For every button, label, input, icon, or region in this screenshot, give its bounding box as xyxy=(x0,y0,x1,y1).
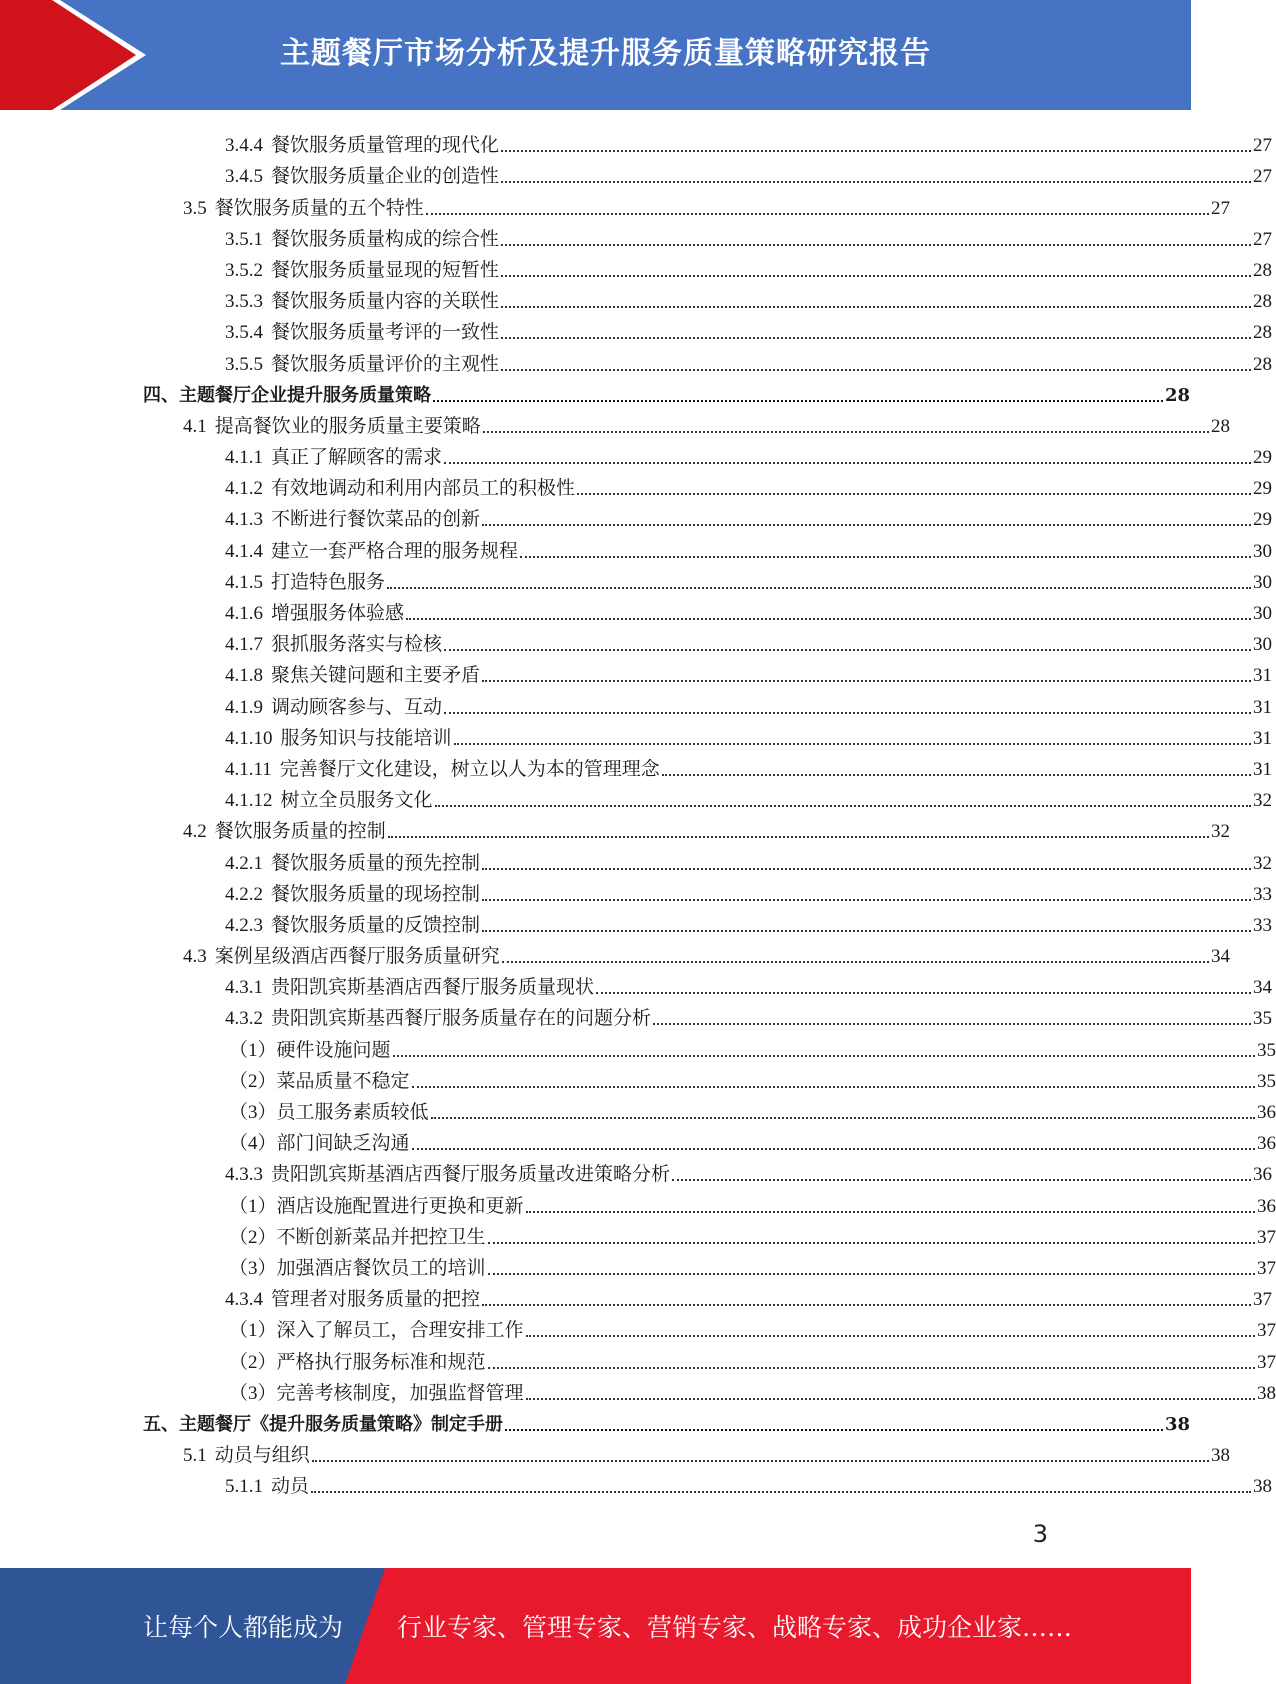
toc-dot-leader xyxy=(501,275,1251,277)
toc-entry[interactable] xyxy=(0,283,1272,314)
toc-section-title: 贵阳凯宾斯基西餐厅服务质量存在的问题分析 xyxy=(271,1008,652,1030)
toc-page-number: 38 xyxy=(1211,1445,1230,1467)
toc-page-number: 34 xyxy=(1253,977,1272,999)
toc-section-title: 餐饮服务质量显现的短暂性 xyxy=(271,259,500,281)
toc-page-number: 28 xyxy=(1164,384,1190,406)
toc-page-number: 36 xyxy=(1257,1102,1276,1123)
toc-page-number: 32 xyxy=(1253,790,1272,812)
toc-dot-leader xyxy=(501,181,1251,183)
toc-page-number: 37 xyxy=(1257,1351,1276,1373)
toc-section-title: 餐饮服务质量企业的创造性 xyxy=(271,166,500,188)
toc-section-title: 餐饮服务质量的控制 xyxy=(214,821,386,843)
toc-entry[interactable] xyxy=(0,439,1272,470)
toc-page-number: 29 xyxy=(1253,509,1272,531)
toc-dot-leader xyxy=(653,1023,1251,1025)
toc-entry[interactable] xyxy=(0,1000,1272,1031)
toc-section-title: 狠抓服务落实与检核 xyxy=(271,634,443,656)
toc-entry-line xyxy=(229,1101,1276,1125)
toc-dot-leader xyxy=(520,556,1251,558)
toc-entry[interactable] xyxy=(0,907,1272,938)
toc-section-number: 3.5.2 xyxy=(225,259,263,281)
toc-entry[interactable] xyxy=(0,501,1272,532)
toc-section-number: 4.1.5 xyxy=(225,571,263,593)
toc-entry[interactable] xyxy=(0,532,1272,563)
toc-dot-leader xyxy=(393,1055,1255,1057)
toc-entry-line xyxy=(225,228,1272,252)
toc-entry-line xyxy=(225,789,1272,813)
toc-entry-line xyxy=(225,321,1272,345)
toc-entry[interactable] xyxy=(0,813,1230,844)
toc-entry[interactable] xyxy=(0,1219,1276,1250)
toc-entry-line xyxy=(229,1257,1276,1281)
toc-section-number: 4.1.8 xyxy=(225,665,263,687)
toc-dot-leader xyxy=(426,213,1209,215)
toc-section-number: 5.1 xyxy=(183,1445,207,1467)
toc-section-title: 贵阳凯宾斯基酒店西餐厅服务质量改进策略分析 xyxy=(271,1164,671,1186)
toc-dot-leader xyxy=(488,1367,1255,1369)
toc-page-number: 28 xyxy=(1253,259,1272,281)
toc-page-number: 36 xyxy=(1253,1164,1272,1186)
toc-section-title: （1）酒店设施配置进行更换和更新 xyxy=(229,1195,524,1217)
toc-entry[interactable] xyxy=(0,221,1272,252)
toc-entry[interactable] xyxy=(0,1312,1276,1343)
toc-entry-line xyxy=(183,820,1230,844)
toc-entry[interactable] xyxy=(0,408,1230,439)
toc-entry-line xyxy=(143,384,1190,408)
toc-section-number: 3.5.5 xyxy=(225,353,263,375)
toc-section-title: 餐饮服务质量构成的综合性 xyxy=(271,228,500,250)
toc-entry-line xyxy=(229,1351,1276,1375)
toc-section-title: 增强服务体验感 xyxy=(271,603,405,624)
toc-dot-leader xyxy=(311,1491,1251,1493)
toc-section-title: 餐饮服务质量的五个特性 xyxy=(214,197,424,219)
toc-entry-line xyxy=(225,477,1272,501)
toc-page-number: 27 xyxy=(1211,197,1230,219)
toc-dot-leader xyxy=(435,805,1251,807)
toc-dot-leader xyxy=(596,992,1251,994)
toc-section-number: 4.3.3 xyxy=(225,1164,263,1186)
toc-dot-leader xyxy=(433,400,1163,402)
toc-dot-leader xyxy=(488,1273,1255,1275)
toc-section-title: 餐饮服务质量的反馈控制 xyxy=(271,914,481,936)
toc-page-number: 37 xyxy=(1257,1226,1276,1248)
toc-section-number: 3.4.5 xyxy=(225,166,263,188)
toc-entry-line xyxy=(225,727,1272,751)
toc-entry[interactable] xyxy=(0,1281,1272,1312)
toc-dot-leader xyxy=(312,1460,1209,1462)
toc-section-title: （3）加强酒店餐饮员工的培训 xyxy=(229,1257,486,1279)
toc-page-number: 31 xyxy=(1253,727,1272,749)
toc-page-number: 29 xyxy=(1253,447,1272,469)
toc-page-number: 29 xyxy=(1253,478,1272,500)
toc-section-title: （2）菜品质量不稳定 xyxy=(229,1070,410,1092)
toc-dot-leader xyxy=(444,712,1251,714)
toc-page-number: 36 xyxy=(1257,1133,1276,1155)
toc-page-number: 33 xyxy=(1253,883,1272,905)
toc-page-number: 30 xyxy=(1253,540,1272,562)
toc-section-title: 餐饮服务质量内容的关联性 xyxy=(271,291,500,313)
toc-entry-line xyxy=(225,1475,1272,1499)
toc-dot-leader xyxy=(388,836,1209,838)
toc-dot-leader xyxy=(505,1429,1163,1431)
toc-entry-line xyxy=(229,1195,1276,1219)
toc-page-number: 37 xyxy=(1253,1289,1272,1311)
toc-entry-line xyxy=(229,1070,1276,1094)
toc-entry-line xyxy=(225,602,1272,626)
toc-entry-line xyxy=(225,446,1272,470)
footer-slogan-left: 让每个人都能成为 xyxy=(143,1613,344,1642)
toc-dot-leader xyxy=(577,493,1251,495)
toc-section-title: （1）深入了解员工，合理安排工作 xyxy=(229,1320,524,1342)
toc-page-number: 35 xyxy=(1257,1070,1276,1092)
toc-section-title: 调动顾客参与、互动 xyxy=(271,696,443,718)
toc-dot-leader xyxy=(482,1304,1251,1306)
toc-page-number: 38 xyxy=(1257,1382,1276,1404)
toc-dot-leader xyxy=(501,306,1251,308)
toc-entry[interactable] xyxy=(0,595,1272,626)
toc-section-title: 案例星级酒店西餐厅服务质量研究 xyxy=(214,946,500,968)
header-chevron-decoration xyxy=(0,0,160,110)
toc-entry[interactable] xyxy=(0,751,1272,782)
toc-entry[interactable] xyxy=(0,158,1272,189)
toc-section-title: （4）部门间缺乏沟通 xyxy=(229,1133,410,1155)
toc-entry-line xyxy=(225,290,1272,314)
toc-page-number: 35 xyxy=(1253,1008,1272,1030)
toc-page-number: 27 xyxy=(1253,135,1272,157)
toc-page-number: 28 xyxy=(1253,322,1272,344)
toc-section-title: 不断进行餐饮菜品的创新 xyxy=(271,509,481,531)
toc-page-number: 38 xyxy=(1164,1413,1190,1435)
toc-entry-line xyxy=(225,508,1272,532)
toc-entry[interactable] xyxy=(0,1063,1276,1094)
toc-section-number: 4.1.4 xyxy=(225,540,263,562)
toc-page-number: 31 xyxy=(1253,665,1272,687)
toc-entry[interactable] xyxy=(0,1343,1276,1374)
toc-section-number: 4.1.7 xyxy=(225,634,263,656)
toc-dot-leader xyxy=(502,961,1209,963)
toc-section-title: 建立一套严格合理的服务规程 xyxy=(271,540,519,562)
toc-page-number: 30 xyxy=(1253,603,1272,624)
toc-entry[interactable] xyxy=(0,938,1230,969)
toc-section-number: 4.1.9 xyxy=(225,696,263,718)
page-footer xyxy=(0,1568,1191,1684)
table-of-contents xyxy=(0,127,1276,1499)
toc-section-number: 4.3.4 xyxy=(225,1289,263,1311)
toc-dot-leader xyxy=(501,244,1251,246)
toc-section-title: 聚焦关键问题和主要矛盾 xyxy=(271,665,481,687)
toc-entry-line xyxy=(225,696,1272,720)
toc-page-number: 36 xyxy=(1257,1195,1276,1217)
toc-entry[interactable] xyxy=(0,1250,1276,1281)
toc-entry-line xyxy=(225,1288,1272,1312)
toc-entry-line xyxy=(183,415,1230,439)
toc-section-title: 管理者对服务质量的把控 xyxy=(271,1289,481,1311)
toc-section-number: 4.2.2 xyxy=(225,883,263,905)
toc-section-number: 3.5.4 xyxy=(225,322,263,344)
toc-entry[interactable] xyxy=(0,1125,1276,1156)
toc-entry[interactable] xyxy=(0,564,1272,595)
toc-section-number: 4.1.12 xyxy=(225,790,273,812)
toc-entry-line xyxy=(225,914,1272,938)
toc-page-number: 32 xyxy=(1253,852,1272,874)
toc-section-title: （2）不断创新菜品并把控卫生 xyxy=(229,1226,486,1248)
footer-slogan-right: 行业专家、管理专家、营销专家、战略专家、成功企业家…… xyxy=(397,1613,1073,1642)
toc-dot-leader xyxy=(483,431,1209,433)
toc-dot-leader xyxy=(387,587,1251,589)
toc-section-number: 3.5.3 xyxy=(225,291,263,313)
toc-page-number: 28 xyxy=(1211,415,1230,437)
toc-section-title: 树立全员服务文化 xyxy=(280,790,433,812)
red-chevron xyxy=(0,0,136,110)
toc-page-number: 27 xyxy=(1253,166,1272,188)
toc-dot-leader xyxy=(526,1211,1255,1213)
toc-section-number: 4.3.1 xyxy=(225,977,263,999)
toc-entry[interactable] xyxy=(0,127,1272,158)
toc-entry[interactable] xyxy=(0,876,1272,907)
toc-entry[interactable] xyxy=(0,1406,1191,1437)
toc-entry-line xyxy=(229,1319,1276,1343)
toc-entry-line xyxy=(225,134,1272,158)
toc-section-title: 完善餐厅文化建设，树立以人为本的管理理念 xyxy=(279,758,660,780)
toc-entry[interactable] xyxy=(0,657,1272,688)
page-header xyxy=(0,0,1191,110)
toc-entry-line xyxy=(225,758,1272,782)
toc-section-number: 4.2.3 xyxy=(225,914,263,936)
toc-section-title: 餐饮服务质量的现场控制 xyxy=(271,883,481,905)
toc-section-title: 提高餐饮业的服务质量主要策略 xyxy=(214,415,481,437)
toc-section-number: 5.1.1 xyxy=(225,1476,263,1498)
toc-section-number: 4.1 xyxy=(183,415,207,437)
toc-entry[interactable] xyxy=(0,1437,1230,1468)
toc-dot-leader xyxy=(431,1117,1255,1119)
toc-dot-leader xyxy=(454,743,1251,745)
toc-section-title: 打造特色服务 xyxy=(271,571,386,593)
toc-section-title: 餐饮服务质量考评的一致性 xyxy=(271,322,500,344)
toc-entry[interactable] xyxy=(0,470,1272,501)
toc-dot-leader xyxy=(501,150,1251,152)
toc-page-number: 34 xyxy=(1211,946,1230,968)
toc-section-number: 4.1.1 xyxy=(225,447,263,469)
toc-entry[interactable] xyxy=(0,1094,1276,1125)
toc-entry-line xyxy=(225,165,1272,189)
toc-entry-line xyxy=(225,852,1272,876)
toc-section-title: （1）硬件设施问题 xyxy=(229,1039,391,1061)
toc-section-title: （3）完善考核制度，加强监督管理 xyxy=(229,1382,524,1404)
toc-entry[interactable] xyxy=(0,1375,1276,1406)
toc-dot-leader xyxy=(526,1398,1255,1400)
toc-section-title: 餐饮服务质量管理的现代化 xyxy=(271,135,500,157)
toc-entry[interactable] xyxy=(0,688,1272,719)
toc-page-number: 27 xyxy=(1253,228,1272,250)
toc-entry[interactable] xyxy=(0,314,1272,345)
toc-entry[interactable] xyxy=(0,626,1272,657)
toc-section-title: 四、主题餐厅企业提升服务质量策略 xyxy=(143,384,431,406)
toc-entry-line xyxy=(183,1444,1230,1468)
toc-page-number: 31 xyxy=(1253,696,1272,718)
toc-section-number: 4.1.6 xyxy=(225,603,263,624)
toc-entry-line xyxy=(225,664,1272,688)
toc-section-title: 动员与组织 xyxy=(214,1445,310,1467)
toc-section-title: 有效地调动和利用内部员工的积极性 xyxy=(271,478,576,500)
toc-page-number: 28 xyxy=(1253,353,1272,375)
toc-section-title: 餐饮服务质量的预先控制 xyxy=(271,852,481,874)
toc-page-number: 31 xyxy=(1253,758,1272,780)
toc-entry-line xyxy=(225,540,1272,564)
toc-section-title: 餐饮服务质量评价的主观性 xyxy=(271,353,500,375)
toc-section-number: 4.2 xyxy=(183,821,207,843)
toc-entry-line xyxy=(225,633,1272,657)
toc-page-number: 35 xyxy=(1257,1039,1276,1061)
toc-dot-leader xyxy=(482,930,1251,932)
toc-section-number: 4.3.2 xyxy=(225,1008,263,1030)
toc-page-number: 37 xyxy=(1257,1257,1276,1279)
toc-section-title: 贵阳凯宾斯基酒店西餐厅服务质量现状 xyxy=(271,977,595,999)
toc-page-number: 30 xyxy=(1253,571,1272,593)
toc-section-number: 3.5.1 xyxy=(225,228,263,250)
toc-entry-line xyxy=(225,1163,1272,1187)
toc-dot-leader xyxy=(444,649,1251,651)
document-title: 主题餐厅市场分析及提升服务质量策略研究报告 xyxy=(280,36,931,71)
toc-section-number: 4.3 xyxy=(183,946,207,968)
toc-entry-line xyxy=(225,1007,1272,1031)
toc-dot-leader xyxy=(672,1179,1251,1181)
toc-entry-line xyxy=(225,259,1272,283)
toc-dot-leader xyxy=(444,462,1251,464)
toc-dot-leader xyxy=(662,774,1251,776)
toc-dot-leader xyxy=(412,1086,1255,1088)
toc-entry-line xyxy=(229,1039,1276,1063)
toc-entry[interactable] xyxy=(0,252,1272,283)
toc-entry-line xyxy=(225,976,1272,1000)
toc-section-number: 4.2.1 xyxy=(225,852,263,874)
toc-dot-leader xyxy=(526,1335,1255,1337)
toc-section-title: 真正了解顾客的需求 xyxy=(271,447,443,469)
toc-entry-line xyxy=(229,1132,1276,1156)
toc-entry[interactable] xyxy=(0,969,1272,1000)
toc-page-number: 37 xyxy=(1257,1320,1276,1342)
toc-entry[interactable] xyxy=(0,1031,1276,1062)
toc-entry[interactable] xyxy=(0,189,1230,220)
toc-entry[interactable] xyxy=(0,345,1272,376)
toc-entry-line xyxy=(229,1226,1276,1250)
toc-section-title: 服务知识与技能培训 xyxy=(280,727,452,749)
toc-entry-line xyxy=(143,1413,1190,1437)
toc-entry[interactable] xyxy=(0,1468,1272,1499)
toc-page-number: 33 xyxy=(1253,914,1272,936)
toc-entry-line xyxy=(229,1382,1276,1406)
toc-section-number: 4.1.11 xyxy=(225,758,272,780)
toc-entry-line xyxy=(225,883,1272,907)
toc-entry-line xyxy=(183,945,1230,969)
toc-dot-leader xyxy=(501,369,1251,371)
toc-entry[interactable] xyxy=(0,720,1272,751)
toc-dot-leader xyxy=(412,1148,1255,1150)
toc-page-number: 32 xyxy=(1211,821,1230,843)
page-number: 3 xyxy=(1032,1520,1048,1548)
toc-section-number: 3.4.4 xyxy=(225,135,263,157)
toc-page-number: 30 xyxy=(1253,634,1272,656)
toc-dot-leader xyxy=(482,680,1251,682)
toc-entry[interactable] xyxy=(0,377,1191,408)
toc-entry[interactable] xyxy=(0,1187,1276,1218)
toc-dot-leader xyxy=(482,899,1251,901)
toc-dot-leader xyxy=(501,337,1251,339)
toc-dot-leader xyxy=(482,524,1251,526)
toc-section-number: 4.1.3 xyxy=(225,509,263,531)
toc-entry-line xyxy=(183,197,1230,221)
toc-entry-line xyxy=(225,353,1272,377)
toc-dot-leader xyxy=(406,618,1251,620)
toc-section-title: 动员 xyxy=(271,1476,310,1498)
toc-section-title: （2）严格执行服务标准和规范 xyxy=(229,1351,486,1373)
toc-entry[interactable] xyxy=(0,1156,1272,1187)
toc-page-number: 28 xyxy=(1253,291,1272,313)
toc-entry[interactable] xyxy=(0,782,1272,813)
toc-page-number: 38 xyxy=(1253,1476,1272,1498)
toc-entry-line xyxy=(225,571,1272,595)
toc-dot-leader xyxy=(488,1242,1255,1244)
toc-section-title: （3）员工服务素质较低 xyxy=(229,1102,429,1123)
toc-section-number: 4.1.10 xyxy=(225,727,273,749)
toc-section-number: 3.5 xyxy=(183,197,207,219)
toc-section-title: 五、主题餐厅《提升服务质量策略》制定手册 xyxy=(143,1413,503,1435)
toc-entry[interactable] xyxy=(0,844,1272,875)
toc-section-number: 4.1.2 xyxy=(225,478,263,500)
toc-dot-leader xyxy=(482,868,1251,870)
